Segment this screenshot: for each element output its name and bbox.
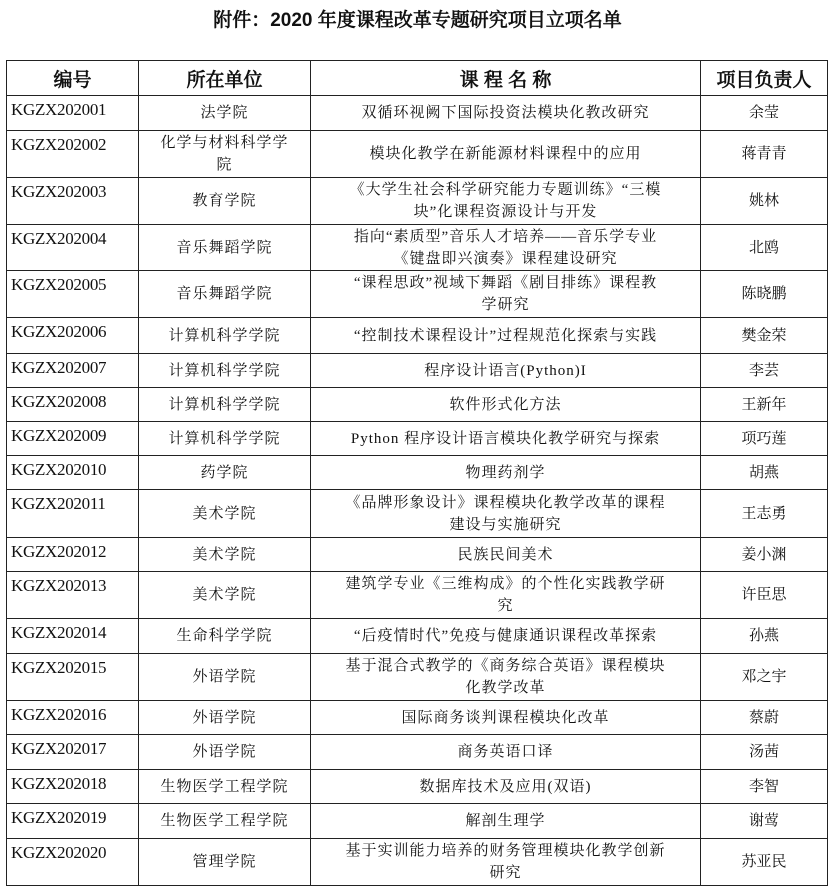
table-row	[7, 422, 828, 456]
unit-name: 音乐舞蹈学院	[139, 225, 311, 271]
course-name: 指向“素质型”音乐人才培养——音乐学专业 《键盘即兴演奏》课程建设研究	[311, 225, 701, 271]
table-row	[7, 839, 828, 886]
table-row	[7, 388, 828, 422]
course-name: 基于实训能力培养的财务管理模块化教学创新 研究	[311, 839, 701, 886]
unit-name: 计算机科学学院	[139, 318, 311, 354]
project-code: KGZX202018	[7, 770, 139, 804]
course-name: 国际商务谈判课程模块化改革	[311, 701, 701, 735]
project-table	[6, 60, 828, 886]
project-leader: 余莹	[701, 96, 828, 131]
table-row	[7, 572, 828, 619]
project-code: KGZX202004	[7, 225, 139, 271]
unit-name: 音乐舞蹈学院	[139, 271, 311, 318]
project-leader: 孙燕	[701, 619, 828, 654]
table-row	[7, 619, 828, 654]
table-row	[7, 96, 828, 131]
course-name: 程序设计语言(Python)I	[311, 354, 701, 388]
project-leader: 王新年	[701, 388, 828, 422]
unit-name: 美术学院	[139, 490, 311, 538]
table-header-row	[7, 61, 828, 96]
course-name: 数据库技术及应用(双语)	[311, 770, 701, 804]
course-name: 物理药剂学	[311, 456, 701, 490]
course-name: 基于混合式教学的《商务综合英语》课程模块 化教学改革	[311, 654, 701, 701]
document-title: 附件：2020 年度课程改革专题研究项目立项名单	[213, 10, 622, 31]
project-leader: 李智	[701, 770, 828, 804]
project-code: KGZX202019	[7, 804, 139, 839]
unit-name: 生物医学工程学院	[139, 804, 311, 839]
unit-name: 计算机科学学院	[139, 354, 311, 388]
header-code: 编号	[7, 61, 139, 96]
project-leader: 谢莺	[701, 804, 828, 839]
unit-name: 生物医学工程学院	[139, 770, 311, 804]
course-name: 建筑学专业《三维构成》的个性化实践教学研 究	[311, 572, 701, 619]
table-row	[7, 178, 828, 225]
project-code: KGZX202020	[7, 839, 139, 886]
table-row	[7, 225, 828, 271]
unit-name: 美术学院	[139, 572, 311, 619]
table-row	[7, 538, 828, 572]
table-row	[7, 490, 828, 538]
unit-name: 药学院	[139, 456, 311, 490]
project-code: KGZX202003	[7, 178, 139, 225]
project-code: KGZX202014	[7, 619, 139, 654]
course-name: 软件形式化方法	[311, 388, 701, 422]
project-code: KGZX202008	[7, 388, 139, 422]
project-leader: 苏亚民	[701, 839, 828, 886]
project-leader: 邓之宇	[701, 654, 828, 701]
course-name: “控制技术课程设计”过程规范化探索与实践	[311, 318, 701, 354]
project-leader: 蒋青青	[701, 131, 828, 178]
unit-name: 教育学院	[139, 178, 311, 225]
header-course: 课 程 名 称	[311, 61, 701, 96]
project-code: KGZX202007	[7, 354, 139, 388]
table-body	[7, 96, 828, 886]
project-code: KGZX202006	[7, 318, 139, 354]
project-code: KGZX202011	[7, 490, 139, 538]
table-row	[7, 654, 828, 701]
unit-name: 计算机科学学院	[139, 422, 311, 456]
table-row	[7, 770, 828, 804]
unit-name: 管理学院	[139, 839, 311, 886]
project-leader: 樊金荣	[701, 318, 828, 354]
table-row	[7, 354, 828, 388]
project-code: KGZX202009	[7, 422, 139, 456]
table-row	[7, 735, 828, 770]
project-leader: 蔡蔚	[701, 701, 828, 735]
project-code: KGZX202013	[7, 572, 139, 619]
project-leader: 汤茜	[701, 735, 828, 770]
unit-name: 外语学院	[139, 701, 311, 735]
table-row	[7, 318, 828, 354]
project-leader: 许臣思	[701, 572, 828, 619]
project-code: KGZX202005	[7, 271, 139, 318]
course-name: 民族民间美术	[311, 538, 701, 572]
project-leader: 王志勇	[701, 490, 828, 538]
table-row	[7, 131, 828, 178]
project-leader: 北鸥	[701, 225, 828, 271]
project-leader: 项巧莲	[701, 422, 828, 456]
project-code: KGZX202015	[7, 654, 139, 701]
course-name: “后疫情时代”免疫与健康通识课程改革探索	[311, 619, 701, 654]
header-unit: 所在单位	[139, 61, 311, 96]
table-row	[7, 701, 828, 735]
header-leader: 项目负责人	[701, 61, 828, 96]
course-name: 商务英语口译	[311, 735, 701, 770]
course-name: 解剖生理学	[311, 804, 701, 839]
course-name: 《大学生社会科学研究能力专题训练》“三模 块”化课程资源设计与开发	[311, 178, 701, 225]
project-leader: 胡燕	[701, 456, 828, 490]
project-leader: 李芸	[701, 354, 828, 388]
project-code: KGZX202012	[7, 538, 139, 572]
unit-name: 生命科学学院	[139, 619, 311, 654]
table-row	[7, 271, 828, 318]
project-leader: 姚林	[701, 178, 828, 225]
project-code: KGZX202016	[7, 701, 139, 735]
course-name: “课程思政”视域下舞蹈《剧目排练》课程教 学研究	[311, 271, 701, 318]
project-code: KGZX202010	[7, 456, 139, 490]
table-row	[7, 804, 828, 839]
unit-name: 化学与材料科学学 院	[139, 131, 311, 178]
course-name: 双循环视阙下国际投资法模块化教改研究	[311, 96, 701, 131]
project-code: KGZX202017	[7, 735, 139, 770]
unit-name: 外语学院	[139, 654, 311, 701]
unit-name: 美术学院	[139, 538, 311, 572]
project-leader: 姜小渊	[701, 538, 828, 572]
project-leader: 陈晓鹏	[701, 271, 828, 318]
project-code: KGZX202001	[7, 96, 139, 131]
course-name: Python 程序设计语言模块化教学研究与探索	[311, 422, 701, 456]
unit-name: 外语学院	[139, 735, 311, 770]
course-name: 《品牌形象设计》课程模块化教学改革的课程 建设与实施研究	[311, 490, 701, 538]
unit-name: 计算机科学学院	[139, 388, 311, 422]
course-name: 模块化教学在新能源材料课程中的应用	[311, 131, 701, 178]
unit-name: 法学院	[139, 96, 311, 131]
project-code: KGZX202002	[7, 131, 139, 178]
table-row	[7, 456, 828, 490]
